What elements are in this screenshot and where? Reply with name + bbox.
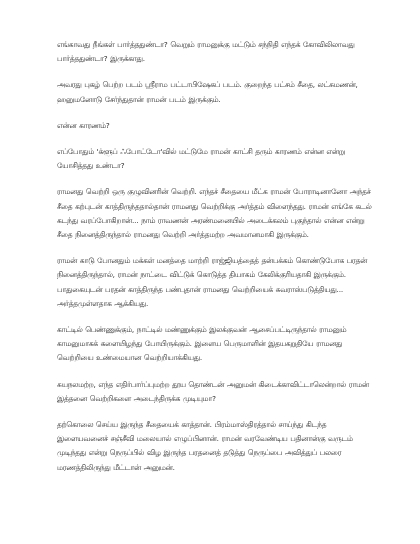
- paragraph: சுயநலமற்ற, எந்த எதிர்பார்ப்புமற்ற தூய தொண்டன் அனுமன் கிடைக்காவிட்டாலென்றால் ராமன் இத்தனை வெற்றிகளை அடைந்திருக்க முடியுமா?: [57, 379, 369, 403]
- paragraph-gap: [57, 107, 375, 119]
- paragraph: ராமனது வெற்றி ஒரு குழுவினரின் வெற்றி. எந்தச் சீதையை மீட்க ராமன் போராடினானோ அந்தச் சீதை கற்புடன் காத்திருந்ததால்தான் ராமனது வெற்றிக்கு அர்த்தம் விளைந்தது. ராமன் எங்கே கடல் கடந்து வரப்போகிறான்... நாம் ராவணன் அரண்மனையில் அடைக்கலம் புகுந்தால் என்ன என்று சீதை நினைத்திருந்தால் ராமனது வெற்றி அர்த்தமற்ற அவமானமாகி இருக்கும்.: [57, 187, 372, 240]
- paragraph: என்ன காரணம்?: [57, 120, 110, 130]
- paragraph: எங்காவது நீங்கள் பார்த்ததுண்டா? வெறும் ராமனுக்கு மட்டும் சந்நிதி எந்தக் கோவிலிலாவது பார்த்ததுண்டா? இருக்காது.: [57, 40, 355, 64]
- paragraph-gap: [57, 406, 375, 418]
- paragraph: தற்கொலை செய்ய இருந்த சீதையைக் காத்தான். பிரம்மாஸ்திரத்தால் சாய்ந்து கிடந்த இளையவனைச் சஞ்சீவி மலையால் எழுப்பினான். ராமன் வரவேண்டிய பதினான்கு வருடம் முடிந்தது என்று நெருப்பில் விழ இருந்த பரதனைத் தடுத்து நெருப்பை அவித்துப் பலரை மரணத்திலிருந்து மீட்டான் அனுமன்.: [57, 420, 353, 472]
- paragraph: காட்டில் பெண்ணுக்கும், நாட்டில் மண்ணுக்கும் இலக்குவன் ஆசைப்பட்டிருந்தால் ராமனும் காமனுமாகக் களையிழந்து போயிருக்கும். இளைய பெருமாளின் இதயகறுதியே ராமனது வெற்றியை உண்மையான வெற்றியாக்கியது.: [57, 325, 347, 363]
- paragraph-gap: [57, 366, 375, 378]
- paragraph: அவரது புகழ் பெற்ற படம் ஸ்ரீராம பட்டாபிஷேகப் படம். குறைந்த பட்சம் சீதை, லட்சுமணன், ஹனுமனோடு சேர்ந்துதான் ராமன் படம் இருக்கும்.: [57, 80, 358, 104]
- paragraph-gap: [57, 311, 375, 323]
- paragraph: எப்போதும் 'க்ளூப் ஃபோட்டோ'வில் மட்டுமே ராமன் காட்சி தரும் காரணம் என்ன என்று யோசித்தது உண்டா?: [57, 147, 345, 171]
- paragraph-gap: [57, 66, 375, 78]
- paragraph-gap: [57, 173, 375, 185]
- paragraph-gap: [57, 242, 375, 254]
- paragraph: ராமன் காடு போனதும் மக்கள் மனத்தை மாற்றி ராஜ்ஜியத்தைத் தன்பக்கம் கொண்டுபோக பரதன் நினைத்திருந்தால், ராமன் நாட்டை விட்டுக் கொடுத்த தியாகம் கேலிக்குரியதாகி இருக்கும். பாதுகையுடன் பரதன் காத்திருந்த பண்புதான் ராமனது வெற்றியைக் சுவராஸ்படுத்தியது... அர்த்தமுள்ளதாக ஆக்கியது.: [57, 256, 368, 308]
- paragraph-gap: [57, 133, 375, 145]
- document-page: [57, 38, 375, 528]
